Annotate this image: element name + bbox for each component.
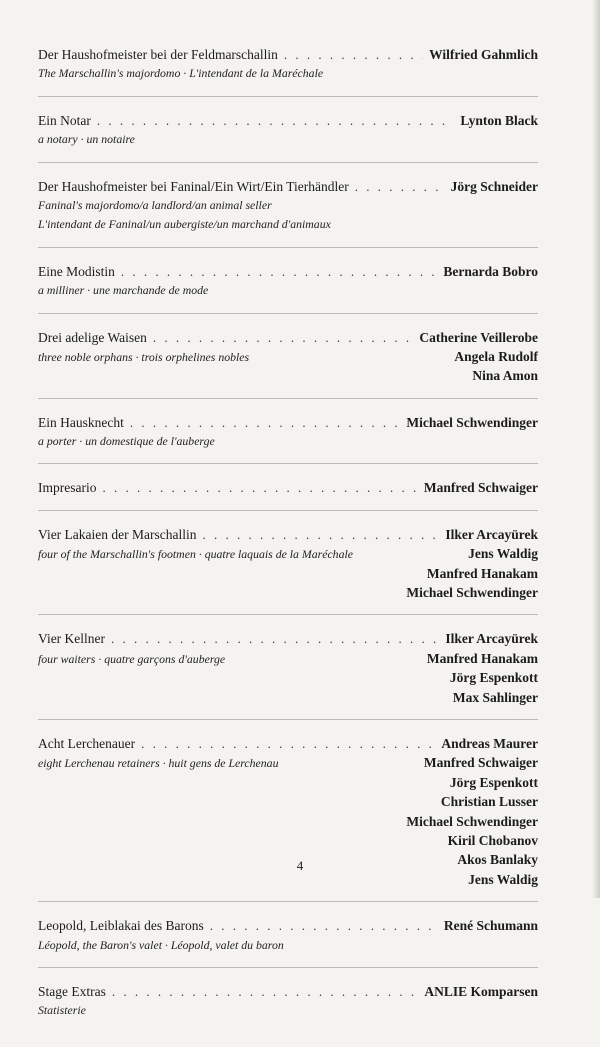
role-translation: The Marschallin's majordomo · L'intendant de la Maréchale [38,66,324,81]
role-translation: Léopold, the Baron's valet · Léopold, valet du baron [38,937,284,952]
cast-entry [38,478,538,510]
cast-line [38,629,538,648]
performer-name: Ilker Arcayürek [445,631,538,647]
performer-name: Christian Lusser [440,794,538,810]
performer-name: Jörg Espenkott [449,670,538,686]
role-title: Drei adelige Waisen [38,329,147,345]
role-translation: four waiters · quatre garçons d'auberge [38,651,226,666]
performer-name: Lynton Black [460,112,538,128]
role-title: Ein Notar [38,112,91,128]
role-translation: four of the Marschallin's footmen · quatre laquais de la Maréchale [38,547,353,562]
dot-leader [121,262,437,281]
performer-name: Kiril Chobanov [447,832,538,848]
performer-name: Jörg Espenkott [449,774,538,790]
performer-name: ANLIE Komparsen [424,983,538,999]
cast-line [38,177,538,196]
role-translation: Faninal's majordomo/a landlord/an animal seller [38,197,272,212]
cast-entry [38,734,538,902]
role-title: Impresario [38,480,97,496]
role-translation: Statisterie [38,1003,86,1018]
cast-entry [38,982,538,1033]
performer-name: Akos Banlaky [457,852,538,868]
role-translation: three noble orphans · trois orphelines nobles [38,349,250,364]
dot-leader [203,525,440,544]
performer-name: Manfred Schwaiger [423,480,538,496]
cast-line [38,347,538,366]
cast-entry [38,413,538,465]
cast-line [38,753,538,772]
cast-entry [38,525,538,616]
performer-name: Bernarda Bobro [443,263,538,279]
cast-line [38,1001,538,1020]
dot-leader [355,177,445,196]
cast-line [38,130,538,149]
performer-name: Michael Schwendinger [406,585,538,601]
performer-name: Jens Waldig [468,871,538,887]
page-edge-shadow [592,0,600,898]
cast-line [38,831,538,850]
dot-leader [141,734,435,753]
dot-leader [153,328,414,347]
cast-line [38,544,538,563]
role-title: Ein Hausknecht [38,414,124,430]
cast-line [38,812,538,831]
cast-line [38,366,538,385]
cast-line [38,478,538,497]
cast-list [38,45,538,1047]
performer-name: Ilker Arcayürek [445,526,538,542]
dot-leader [130,413,401,432]
role-translation: a milliner · une marchande de mode [38,283,209,298]
page-number: 4 [296,858,304,873]
dot-leader [97,111,454,130]
role-title: Vier Kellner [38,631,106,647]
performer-name: Wilfried Gahmlich [429,47,538,62]
cast-line [38,773,538,792]
cast-line [38,734,538,753]
role-title: Der Haushofmeister bei der Feldmarschallin [38,47,278,62]
performer-name: Nina Amon [472,368,538,384]
cast-line [38,64,538,83]
cast-entry [38,45,538,97]
performer-name: Andreas Maurer [441,735,538,751]
performer-name: Jörg Schneider [450,178,538,194]
cast-line [38,45,538,64]
cast-line [38,215,538,234]
performer-name: Manfred Hanakam [426,565,538,581]
dot-leader [112,982,419,1001]
role-title: Acht Lerchenauer [38,735,136,751]
cast-entry [38,328,538,399]
dot-leader [102,478,417,497]
cast-line [38,668,538,687]
cast-line [38,583,538,602]
performer-name: Catherine Veillerobe [419,329,538,345]
cast-line [38,196,538,215]
role-translation: a notary · un notaire [38,132,135,147]
cast-line [38,936,538,955]
role-translation: L'intendant de Faninal/un aubergiste/un marchand d'animaux [38,217,331,232]
performer-name: Angela Rudolf [454,348,538,364]
performer-name: Jens Waldig [468,546,538,562]
cast-entry [38,111,538,163]
dot-leader [210,916,438,935]
dot-leader [111,629,439,648]
role-title: Leopold, Leiblakai des Barons [38,918,204,934]
cast-entry [38,262,538,314]
performer-name: René Schumann [443,918,538,934]
role-translation: a porter · un domestique de l'auberge [38,434,215,449]
cast-line [38,792,538,811]
dot-leader [284,45,423,64]
cast-entry [38,629,538,720]
performer-name: Max Sahlinger [452,689,538,705]
cast-line [38,916,538,935]
cast-line [38,262,538,281]
cast-line [38,525,538,544]
cast-entry [38,177,538,248]
role-title: Eine Modistin [38,263,115,279]
cast-line [38,281,538,300]
cast-line [38,328,538,347]
performer-name: Michael Schwendinger [406,813,538,829]
role-translation: eight Lerchenau retainers · huit gens de Lerchenau [38,756,279,771]
cast-line [38,413,538,432]
cast-entry [38,916,538,968]
cast-line [38,111,538,130]
cast-line [38,564,538,583]
role-title: Vier Lakaien der Marschallin [38,526,197,542]
role-title: Stage Extras [38,983,106,999]
performer-name: Manfred Schwaiger [423,755,538,771]
cast-line [38,688,538,707]
cast-line [38,649,538,668]
cast-line [38,982,538,1001]
performer-name: Michael Schwendinger [406,414,538,430]
cast-line [38,432,538,451]
role-title: Der Haushofmeister bei Faninal/Ein Wirt/Ein Tierhändler [38,178,349,194]
performer-name: Manfred Hanakam [426,650,538,666]
